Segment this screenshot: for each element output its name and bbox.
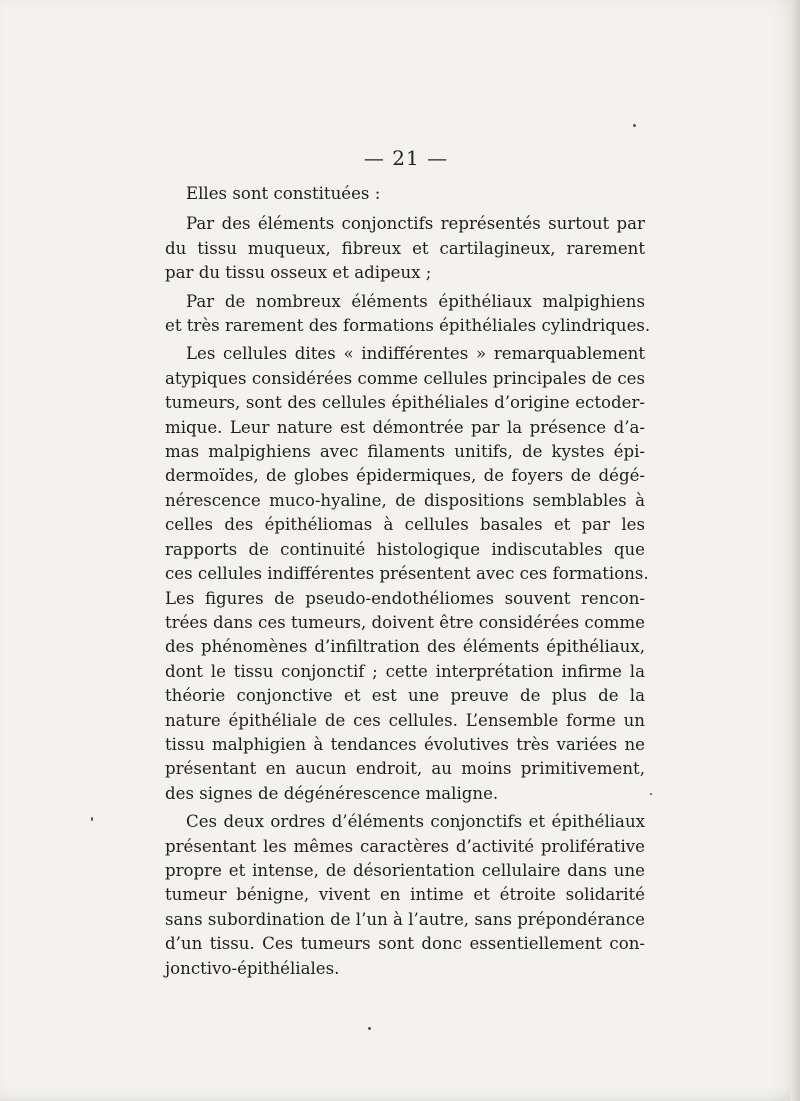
text-line: Par de nombreux éléments épithéliaux malpighiens (186, 291, 645, 311)
text-line: atypiques considérées comme cellules principales de ces (165, 368, 645, 388)
text-line: présentant les mêmes caractères d’activité proliférative (165, 836, 645, 856)
text-line: Ces deux ordres d’éléments conjonctifs et épithéliaux (186, 812, 645, 832)
paragraph-intro (165, 182, 645, 206)
text-line: d’un tissu. Ces tumeurs sont donc essentiellement con- (165, 934, 645, 954)
text-line: rapports de continuité histologique indiscutables que (165, 539, 645, 559)
speck (368, 1027, 371, 1030)
paragraph-epitheliaux (165, 290, 651, 339)
speck (91, 817, 93, 821)
text-line: ces cellules indifférentes présentent avec ces formations. (165, 564, 649, 584)
text-line: trées dans ces tumeurs, doivent être considérées comme (165, 612, 645, 632)
text-line: du tissu muqueux, fibreux et cartilagineux, rarement (165, 238, 645, 258)
speck (650, 793, 652, 795)
text-line: propre et intense, de désorientation cellulaire dans une (165, 860, 645, 880)
page-number: — 21 — (363, 146, 449, 170)
text-line: dont le tissu conjonctif ; cette interprétation infirme la (165, 661, 645, 681)
text-line: tissu malphigien à tendances évolutives très variées ne (165, 734, 645, 754)
text-line: présentant en aucun endroit, au moins primitivement, (165, 759, 645, 779)
text-line: Par des éléments conjonctifs représentés surtout par (186, 214, 645, 234)
speck (633, 124, 636, 127)
paragraph-conjonctifs (165, 212, 645, 285)
text-line: théorie conjonctive et est une preuve de plus de la (165, 686, 645, 706)
paragraph-cellules (165, 342, 649, 806)
text-line: celles des épithéliomas à cellules basales et par les (165, 515, 645, 535)
text-line: des signes de dégénérescence maligne. (165, 783, 499, 803)
text-line: nérescence muco-hyaline, de dispositions semblables à (165, 490, 645, 510)
text-line: et très rarement des formations épithéliales cylindriques. (165, 316, 651, 336)
text-line: tumeur bénigne, vivent en intime et étroite solidarité (165, 885, 645, 905)
text-line: Les cellules dites « indifférentes » remarquablement (186, 344, 645, 364)
text-line: Les figures de pseudo-endothéliomes souvent rencon- (165, 588, 645, 608)
body-text (165, 178, 651, 981)
text-line: mas malpighiens avec filaments unitifs, de kystes épi- (165, 442, 645, 462)
text-line: tumeurs, sont des cellules épithéliales d’origine ectoder- (165, 393, 645, 413)
text-line: mique. Leur nature est démontrée par la présence d’a- (165, 417, 645, 437)
paragraph-ordres (165, 810, 645, 981)
text-line: par du tissu osseux et adipeux ; (165, 263, 432, 283)
text-line: des phénomènes d’infiltration des éléments épithéliaux, (165, 637, 645, 657)
text-line: Elles sont constituées : (186, 184, 381, 203)
text-line: sans subordination de l’un à l’autre, sans prépondérance (165, 909, 645, 929)
text-line: nature épithéliale de ces cellules. L’ensemble forme un (165, 710, 645, 730)
text-line: jonctivo-épithéliales. (165, 958, 340, 978)
text-line: dermoïdes, de globes épidermiques, de foyers de dégé- (165, 466, 645, 486)
